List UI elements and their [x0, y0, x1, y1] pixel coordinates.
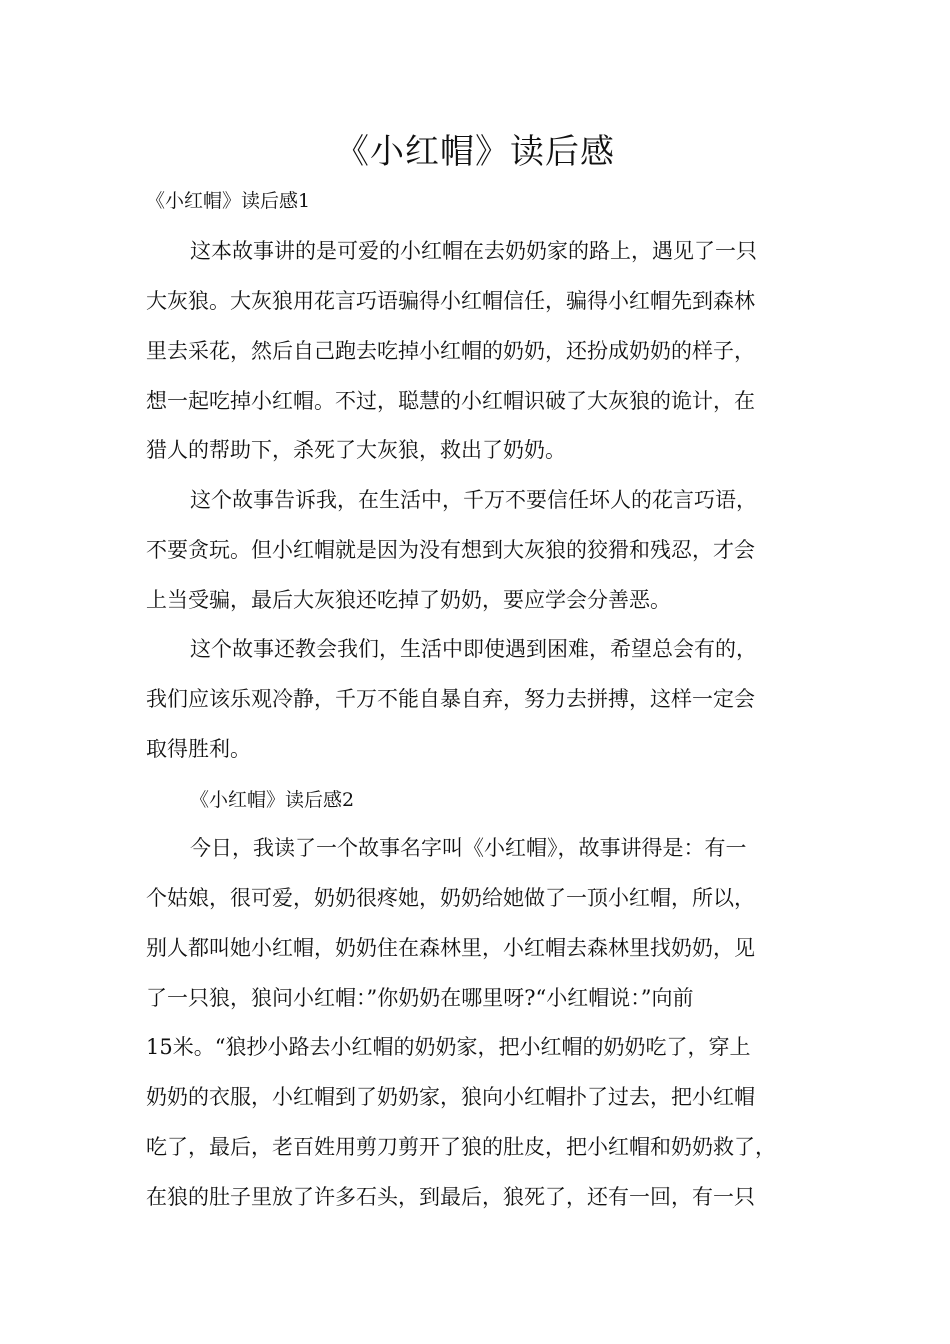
section-heading-2: 《小红帽》读后感2 [190, 789, 355, 811]
paragraph-line: 今日，我读了一个故事名字叫《小红帽》，故事讲得是：有一 [190, 836, 747, 860]
section-heading-1: 《小红帽》读后感1 [146, 190, 311, 212]
paragraph-line: 不要贪玩。但小红帽就是因为没有想到大灰狼的狡猾和残忍，才会 [146, 538, 755, 562]
paragraph-line: 我们应该乐观冷静，千万不能自暴自弃，努力去拼搏，这样一定会 [146, 687, 755, 711]
paragraph-line: 上当受骗，最后大灰狼还吃掉了奶奶，要应学会分善恶。 [146, 588, 671, 612]
paragraph-line: 大灰狼。大灰狼用花言巧语骗得小红帽信任，骗得小红帽先到森林 [146, 289, 755, 313]
paragraph-line: 吃了，最后，老百姓用剪刀剪开了狼的肚皮，把小红帽和奶奶救了， [146, 1135, 776, 1159]
paragraph-line: 取得胜利。 [146, 737, 251, 761]
paragraph-line: 这个故事还教会我们，生活中即使遇到困难，希望总会有的， [190, 637, 757, 661]
document-title: 《小红帽》读后感 [335, 132, 615, 172]
paragraph-line: 奶奶的衣服，小红帽到了奶奶家，狼向小红帽扑了过去，把小红帽 [146, 1085, 755, 1109]
paragraph-line: 猎人的帮助下，杀死了大灰狼，救出了奶奶。 [146, 438, 566, 462]
paragraph-line: 了一只狼，狼问小红帽：”你奶奶在哪里呀?“小红帽说：”向前 [146, 986, 694, 1010]
paragraph-line: 个姑娘，很可爱，奶奶很疼她，奶奶给她做了一顶小红帽，所以， [146, 886, 755, 910]
paragraph-line: 这本故事讲的是可爱的小红帽在去奶奶家的路上，遇见了一只 [190, 239, 757, 263]
paragraph-line: 15米。“狼抄小路去小红帽的奶奶家，把小红帽的奶奶吃了，穿上 [146, 1035, 751, 1059]
paragraph-line: 这个故事告诉我，在生活中，千万不要信任坏人的花言巧语， [190, 488, 757, 512]
paragraph-line: 在狼的肚子里放了许多石头，到最后，狼死了，还有一回，有一只 [146, 1185, 755, 1209]
paragraph-line: 想一起吃掉小红帽。不过，聪慧的小红帽识破了大灰狼的诡计，在 [146, 389, 755, 413]
paragraph-line: 别人都叫她小红帽，奶奶住在森林里，小红帽去森林里找奶奶，见 [146, 936, 755, 960]
paragraph-line: 里去采花，然后自己跑去吃掉小红帽的奶奶，还扮成奶奶的样子， [146, 339, 755, 363]
